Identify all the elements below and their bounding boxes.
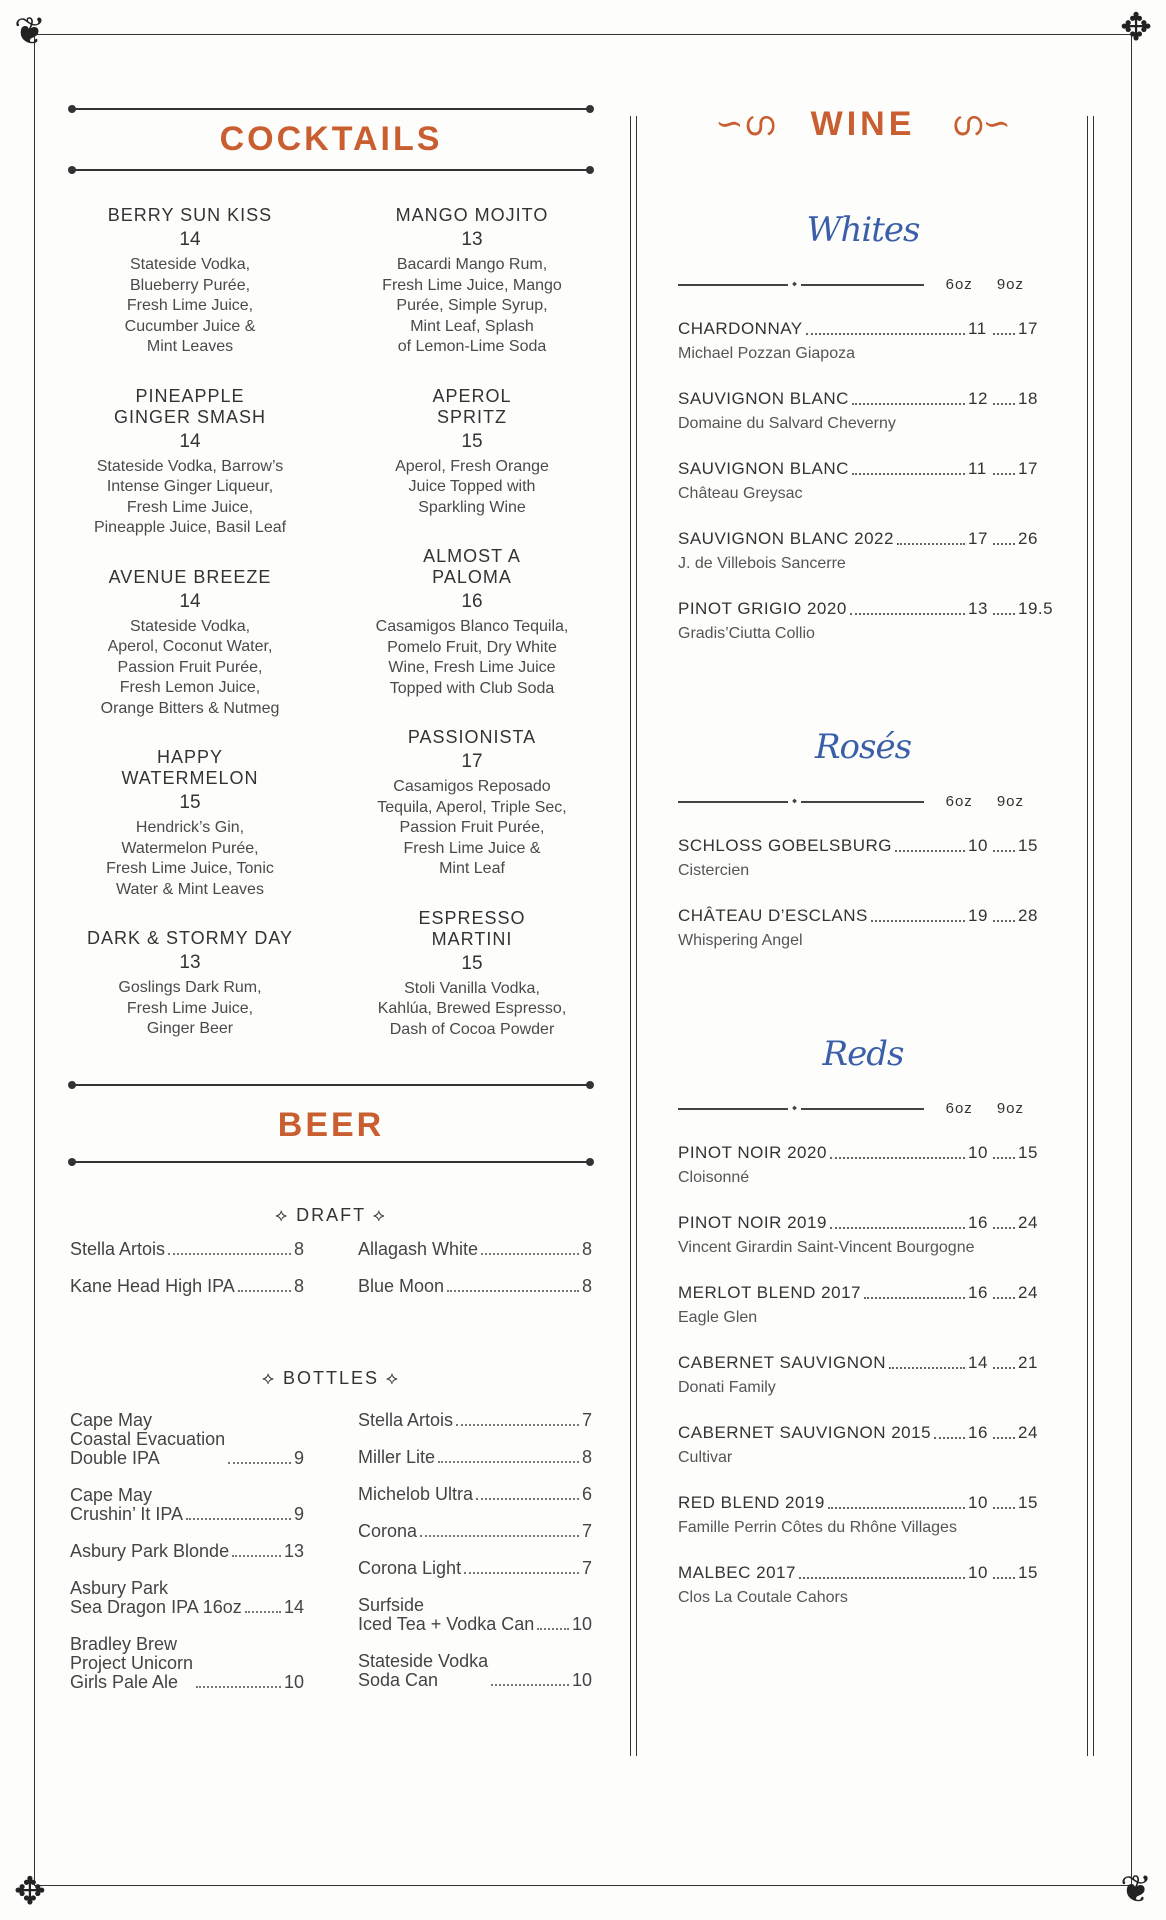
wine-name: PINOT NOIR 2019 (678, 1213, 827, 1232)
dot-leader (232, 1555, 281, 1557)
wine-producer: Whispering Angel (678, 932, 803, 949)
swirl-ornament-icon: ∽ഗ (715, 104, 775, 144)
cocktail-description: Stateside Vodka, Barrow’s Intense Ginger Liqueur, Fresh Lime Juice, Pineapple Juice, Basil Leaf (93, 457, 287, 536)
cocktail-description: Casamigos Blanco Tequila, Pomelo Fruit, Dry White Wine, Fresh Lime Juice Topped with Club Soda (375, 618, 569, 697)
wine-item (678, 836, 1048, 880)
cocktail-item (352, 546, 592, 699)
dot-leader (464, 1572, 579, 1574)
dot-leader (491, 1684, 569, 1686)
price-6oz: 16 (968, 1423, 988, 1442)
dot-leader (993, 1507, 1015, 1509)
wine-producer: Gradis’Ciutta Collio (678, 625, 815, 642)
wine-line (678, 836, 1048, 856)
dot-leader (993, 333, 1015, 335)
cocktail-description: Goslings Dark Rum, Fresh Lime Juice, Ginger Beer (118, 979, 262, 1037)
wine-line (678, 459, 1048, 479)
wine-item (678, 319, 1048, 363)
wine-section-title: Reds (822, 1034, 904, 1074)
draft-heading (70, 1205, 592, 1226)
beer-item (70, 1240, 304, 1259)
draft-label: DRAFT (296, 1205, 366, 1225)
wine-line (678, 1493, 1048, 1513)
cocktail-price: 15 (179, 792, 201, 813)
beer-price: 6 (581, 1484, 592, 1504)
beer-name: Kane Head High IPA (70, 1276, 235, 1296)
price-6oz: 10 (968, 836, 988, 855)
cocktail-description: Stateside Vodka, Aperol, Coconut Water, Passion Fruit Purée, Fresh Lemon Juice, Orange Bitters & Nutmeg (100, 617, 280, 717)
cocktail-item (352, 205, 592, 358)
wine-section-title: Rosés (814, 727, 912, 767)
wine-producer: Cloisonné (678, 1169, 750, 1186)
arrow-left-icon: ⟡ (372, 1205, 387, 1225)
price-9oz: 18 (1018, 389, 1038, 408)
price-6oz: 16 (968, 1213, 988, 1232)
ornament-divider (678, 1108, 924, 1110)
wine-producer: Famille Perrin Côtes du Rhône Villages (678, 1519, 957, 1536)
dot-leader (852, 473, 965, 475)
wine-reds-section (678, 1034, 1048, 1607)
wine-item (678, 1423, 1048, 1467)
size-6oz-label: 6oz (945, 793, 973, 810)
dot-leader (897, 543, 965, 545)
swirl-ornament-icon: ഗ∽ (951, 104, 1011, 144)
wine-line (678, 1143, 1048, 1163)
size-6oz-label: 6oz (945, 276, 973, 293)
price-6oz: 19 (968, 906, 988, 925)
wine-name: CABERNET SAUVIGNON 2015 (678, 1423, 932, 1442)
wine-column (678, 104, 1054, 1633)
cocktail-name: PINEAPPLE GINGER SMASH (113, 385, 267, 427)
dot-leader (864, 1297, 965, 1299)
corner-flourish-icon: ❦ (14, 9, 46, 53)
price-9oz: 21 (1018, 1353, 1038, 1372)
cocktail-price: 13 (179, 952, 201, 973)
dot-leader (476, 1498, 579, 1500)
cocktail-price: 14 (179, 229, 201, 250)
wine-item (678, 389, 1048, 433)
beer-name: Miller Lite (358, 1447, 436, 1467)
wine-producer: Eagle Glen (678, 1309, 758, 1326)
arrow-right-icon: ⟡ (262, 1368, 276, 1388)
wine-line (678, 1353, 1048, 1373)
cocktail-name: HAPPY WATERMELON (121, 747, 259, 788)
wine-name: MERLOT BLEND 2017 (678, 1283, 861, 1302)
bottles-list (70, 1411, 592, 1710)
divider (70, 1161, 592, 1163)
cocktail-item (70, 386, 310, 539)
cocktail-item (70, 928, 310, 1040)
wine-size-header (678, 276, 1048, 293)
wine-item (678, 1283, 1048, 1327)
wine-producer: Clos La Coutale Cahors (678, 1589, 848, 1606)
beer-price: 8 (293, 1276, 304, 1296)
dot-leader (196, 1686, 281, 1688)
cocktails-left-column (70, 205, 310, 1068)
draft-list (70, 1240, 592, 1314)
price-6oz: 17 (968, 529, 988, 548)
price-9oz: 15 (1018, 836, 1038, 855)
dot-leader (993, 543, 1015, 545)
dot-leader (830, 1227, 965, 1229)
price-6oz: 11 (968, 459, 987, 478)
dot-leader (993, 1437, 1015, 1439)
corner-flourish-icon: ✥ (1120, 5, 1152, 49)
wine-name: MALBEC 2017 (678, 1563, 796, 1582)
dot-leader (993, 473, 1015, 475)
wine-item (678, 1353, 1048, 1397)
beer-name: Corona Light (358, 1558, 462, 1578)
dot-leader (806, 333, 965, 335)
wine-name: CABERNET SAUVIGNON (678, 1353, 887, 1372)
vertical-divider (630, 116, 637, 1756)
price-6oz: 10 (968, 1143, 988, 1162)
beer-item (358, 1485, 592, 1504)
beer-item (358, 1240, 592, 1259)
serving-sizes (946, 793, 1048, 810)
draft-right-column (358, 1240, 592, 1314)
cocktail-description: Stoli Vanilla Vodka, Kahlúa, Brewed Espresso, Dash of Cocoa Powder (377, 979, 567, 1038)
cocktails-title: COCKTAILS (219, 120, 443, 158)
beer-price: 8 (581, 1447, 592, 1467)
bottles-heading (70, 1368, 592, 1389)
wine-line (678, 1423, 1048, 1443)
beer-name: Stateside Vodka Soda Can (358, 1651, 489, 1690)
cocktail-name: MANGO MOJITO (395, 205, 549, 225)
cocktail-name: DARK & STORMY DAY (86, 928, 294, 948)
price-9oz: 24 (1018, 1283, 1038, 1302)
dot-leader (238, 1290, 291, 1292)
wine-name: CHÂTEAU D’ESCLANS (678, 906, 868, 925)
dot-leader (447, 1290, 579, 1292)
beer-item (358, 1522, 592, 1541)
vertical-divider (1087, 116, 1094, 1756)
cocktail-price: 17 (461, 751, 483, 772)
beer-price: 9 (293, 1448, 304, 1468)
wine-item (678, 599, 1054, 643)
dot-leader (993, 1227, 1015, 1229)
beer-price: 9 (293, 1504, 304, 1524)
bottles-label: BOTTLES (282, 1368, 380, 1388)
cocktail-description: Hendrick’s Gin, Watermelon Purée, Fresh Lime Juice, Tonic Water & Mint Leaves (106, 819, 274, 898)
dot-leader (830, 1157, 965, 1159)
wine-whites-section (678, 210, 1054, 643)
cocktail-description: Aperol, Fresh Orange Juice Topped with Sparkling Wine (395, 457, 549, 516)
dot-leader (228, 1462, 291, 1464)
wine-producer: J. de Villebois Sancerre (678, 555, 846, 572)
cocktail-name: AVENUE BREEZE (108, 566, 272, 587)
beer-price: 10 (571, 1614, 592, 1634)
dot-leader (993, 1367, 1015, 1369)
size-9oz-label: 9oz (996, 793, 1024, 810)
beer-price: 13 (283, 1541, 304, 1561)
beer-price: 7 (581, 1521, 592, 1541)
wine-item (678, 529, 1048, 573)
dot-leader (993, 1157, 1015, 1159)
wine-producer: Château Greysac (678, 485, 803, 502)
wine-line (678, 1283, 1048, 1303)
divider (70, 1084, 592, 1086)
dot-leader (889, 1367, 965, 1369)
bottles-right-column (358, 1411, 592, 1710)
beer-name: Cape May Crushin’ It IPA (70, 1485, 184, 1524)
dot-leader (852, 403, 965, 405)
price-9oz: 24 (1018, 1423, 1038, 1442)
cocktail-name: BERRY SUN KISS (107, 205, 273, 225)
wine-name: SAUVIGNON BLANC (678, 459, 849, 478)
price-6oz: 11 (968, 319, 987, 338)
price-6oz: 10 (968, 1493, 988, 1512)
price-9oz: 28 (1018, 906, 1038, 925)
left-column (70, 108, 592, 1710)
beer-item (70, 1579, 304, 1617)
beer-item (70, 1411, 304, 1468)
beer-price: 7 (581, 1410, 592, 1430)
beer-name: Bradley Brew Project Unicorn Girls Pale Ale (70, 1634, 194, 1692)
wine-line (678, 529, 1048, 549)
cocktail-item (70, 205, 310, 358)
wine-title: WINE (810, 104, 916, 143)
dot-leader (934, 1437, 965, 1439)
beer-name: Asbury Park Sea Dragon IPA 16oz (70, 1578, 242, 1617)
cocktail-item (70, 567, 310, 720)
cocktail-price: 14 (179, 590, 201, 612)
dot-leader (828, 1507, 965, 1509)
wine-producer: Vincent Girardin Saint-Vincent Bourgogne (678, 1239, 975, 1256)
dot-leader (168, 1253, 291, 1255)
beer-name: Blue Moon (358, 1276, 445, 1296)
cocktail-item (352, 386, 592, 519)
wine-name: SAUVIGNON BLANC (678, 389, 849, 408)
price-9oz: 15 (1018, 1493, 1038, 1512)
cocktail-description: Bacardi Mango Rum, Fresh Lime Juice, Mango Purée, Simple Syrup, Mint Leaf, Splash of Lemon-Lime Soda (382, 256, 562, 355)
cocktail-price: 15 (461, 952, 483, 974)
beer-name: Corona (358, 1521, 418, 1541)
dot-leader (537, 1628, 569, 1630)
beer-item (358, 1277, 592, 1296)
wine-line (678, 599, 1054, 619)
beer-price: 10 (283, 1672, 304, 1692)
wine-line (678, 319, 1048, 339)
wine-name: SAUVIGNON BLANC 2022 (678, 529, 894, 548)
wine-line (678, 1563, 1048, 1583)
beer-item (358, 1596, 592, 1634)
beer-name: Allagash White (358, 1239, 479, 1259)
price-6oz: 16 (968, 1283, 988, 1302)
beer-price: 8 (581, 1239, 592, 1259)
beer-item (358, 1411, 592, 1430)
wine-line (678, 1213, 1048, 1233)
wine-size-header (678, 1100, 1048, 1117)
cocktail-description: Stateside Vodka, Blueberry Purée, Fresh Lime Juice, Cucumber Juice & Mint Leaves (124, 256, 256, 355)
corner-flourish-icon: ❦ (1120, 1867, 1152, 1911)
ornament-divider (678, 284, 924, 286)
serving-sizes (946, 276, 1048, 293)
beer-name: Cape May Coastal Evacuation Double IPA (70, 1410, 226, 1468)
dot-leader (420, 1535, 579, 1537)
wine-header (678, 104, 1048, 144)
price-6oz: 13 (968, 599, 988, 618)
beer-item (70, 1277, 304, 1296)
dot-leader (993, 1577, 1015, 1579)
size-6oz-label: 6oz (945, 1100, 973, 1117)
price-9oz: 24 (1018, 1213, 1038, 1232)
dot-leader (993, 403, 1015, 405)
cocktail-price: 13 (461, 229, 483, 250)
beer-name: Asbury Park Blonde (70, 1541, 230, 1561)
dot-leader (799, 1577, 965, 1579)
price-9oz: 17 (1018, 319, 1038, 338)
cocktails-right-column (352, 205, 592, 1068)
wine-roses-section (678, 727, 1048, 950)
dot-leader (456, 1424, 579, 1426)
beer-price: 14 (283, 1597, 304, 1617)
wine-item (678, 1493, 1048, 1537)
size-9oz-label: 9oz (996, 1100, 1024, 1117)
wine-section-title: Whites (806, 210, 920, 250)
wine-item (678, 1143, 1048, 1187)
beer-name: Michelob Ultra (358, 1484, 474, 1504)
wine-name: CHARDONNAY (678, 319, 803, 338)
price-9oz: 17 (1018, 459, 1038, 478)
arrow-right-icon: ⟡ (275, 1205, 290, 1225)
cocktail-item (352, 727, 592, 880)
price-9oz: 15 (1018, 1563, 1038, 1582)
cocktails-list (70, 205, 592, 1068)
wine-item (678, 459, 1048, 503)
wine-line (678, 389, 1048, 409)
arrow-left-icon: ⟡ (386, 1368, 400, 1388)
draft-left-column (70, 1240, 304, 1314)
price-9oz: 19.5 (1018, 599, 1054, 618)
wine-producer: Domaine du Salvard Cheverny (678, 415, 896, 432)
wine-producer: Michael Pozzan Giapoza (678, 345, 855, 362)
dot-leader (871, 920, 965, 922)
cocktail-name: APEROL SPRITZ (432, 385, 512, 427)
bottles-left-column (70, 1411, 304, 1710)
cocktail-price: 14 (179, 430, 201, 452)
beer-name: Stella Artois (70, 1239, 166, 1259)
divider (70, 169, 592, 171)
ornament-divider (678, 801, 924, 803)
beer-item (358, 1652, 592, 1690)
beer-title: BEER (277, 1106, 385, 1144)
wine-producer: Cistercien (678, 862, 750, 879)
beer-name: Surfside Iced Tea + Vodka Can (358, 1595, 535, 1634)
dot-leader (993, 1297, 1015, 1299)
price-9oz: 15 (1018, 1143, 1038, 1162)
dot-leader (438, 1461, 579, 1463)
wine-name: PINOT GRIGIO 2020 (678, 599, 847, 618)
corner-flourish-icon: ✥ (14, 1869, 46, 1913)
beer-item (70, 1635, 304, 1692)
beer-item (358, 1559, 592, 1578)
dot-leader (993, 920, 1015, 922)
beer-price: 10 (571, 1670, 592, 1690)
cocktail-name: ALMOST A PALOMA (423, 546, 521, 587)
divider (70, 108, 592, 110)
wine-name: SCHLOSS GOBELSBURG (678, 836, 893, 855)
dot-leader (993, 850, 1015, 852)
dot-leader (481, 1253, 579, 1255)
wine-item (678, 1213, 1048, 1257)
cocktail-item (352, 908, 592, 1041)
cocktail-description: Casamigos Reposado Tequila, Aperol, Triple Sec, Passion Fruit Purée, Fresh Lime Juice & Mint Leaf (377, 778, 567, 877)
beer-item (70, 1486, 304, 1524)
cocktail-name: PASSIONISTA (407, 727, 537, 747)
wine-item (678, 1563, 1048, 1607)
dot-leader (850, 613, 965, 615)
dot-leader (993, 613, 1015, 615)
dot-leader (895, 850, 965, 852)
beer-item (70, 1542, 304, 1561)
dot-leader (245, 1611, 281, 1613)
price-9oz: 26 (1018, 529, 1038, 548)
dot-leader (186, 1518, 291, 1520)
beer-price: 7 (581, 1558, 592, 1578)
cocktail-price: 15 (461, 430, 483, 452)
wine-line (678, 906, 1048, 926)
price-6oz: 14 (968, 1353, 988, 1372)
wine-item (678, 906, 1048, 950)
wine-size-header (678, 793, 1048, 810)
wine-producer: Cultivar (678, 1449, 733, 1466)
beer-price: 8 (581, 1276, 592, 1296)
cocktail-item (70, 747, 310, 900)
serving-sizes (946, 1100, 1048, 1117)
price-6oz: 12 (968, 389, 988, 408)
size-9oz-label: 9oz (996, 276, 1024, 293)
beer-name: Stella Artois (358, 1410, 454, 1430)
cocktail-price: 16 (461, 591, 483, 612)
beer-price: 8 (293, 1239, 304, 1259)
wine-name: PINOT NOIR 2020 (678, 1143, 827, 1162)
cocktail-name: ESPRESSO MARTINI (418, 907, 526, 949)
wine-name: RED BLEND 2019 (678, 1493, 825, 1512)
price-6oz: 10 (968, 1563, 988, 1582)
wine-producer: Donati Family (678, 1379, 776, 1396)
beer-item (358, 1448, 592, 1467)
